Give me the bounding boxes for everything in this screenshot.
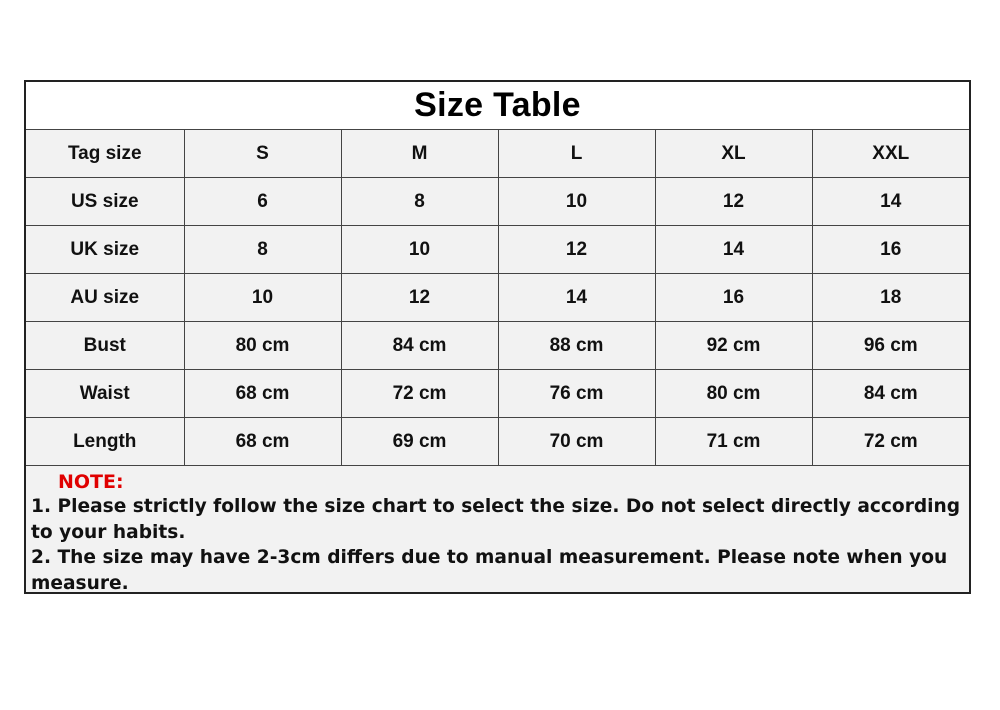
table-cell: 68 cm [184,418,341,466]
size-table-frame [24,80,971,594]
table-row-bust [26,322,969,370]
table-row-uk-size [26,226,969,274]
notes-section [26,466,969,596]
table-row-tag-size [26,130,969,178]
table-row-us-size [26,178,969,226]
row-label-length: Length [26,418,184,466]
table-cell: 12 [341,274,498,322]
table-cell: 10 [341,226,498,274]
table-cell: 6 [184,178,341,226]
header-cell-l: L [498,130,655,178]
row-label-bust: Bust [26,322,184,370]
table-row-waist [26,370,969,418]
note-line-2: 2. The size may have 2-3cm differs due to manual measurement. Please note when you measure. [31,547,948,594]
table-cell: 68 cm [184,370,341,418]
table-cell: 8 [341,178,498,226]
table-cell: 84 cm [341,322,498,370]
table-cell: 96 cm [812,322,969,370]
table-cell: 80 cm [184,322,341,370]
table-cell: 10 [498,178,655,226]
table-cell: 70 cm [498,418,655,466]
size-table [26,130,969,466]
table-cell: 76 cm [498,370,655,418]
table-cell: 16 [655,274,812,322]
row-label-tag-size: Tag size [26,130,184,178]
header-cell-m: M [341,130,498,178]
row-label-au-size: AU size [26,274,184,322]
table-cell: 92 cm [655,322,812,370]
table-cell: 12 [498,226,655,274]
table-cell: 72 cm [812,418,969,466]
table-cell: 14 [812,178,969,226]
table-cell: 14 [498,274,655,322]
table-cell: 72 cm [341,370,498,418]
table-cell: 10 [184,274,341,322]
table-title: Size Table [414,86,581,124]
title-row [26,82,969,130]
header-cell-xxl: XXL [812,130,969,178]
header-cell-xl: XL [655,130,812,178]
table-cell: 88 cm [498,322,655,370]
table-row-au-size [26,274,969,322]
table-row-length [26,418,969,466]
row-label-us-size: US size [26,178,184,226]
note-title: NOTE: [58,471,124,493]
note-line-1: 1. Please strictly follow the size chart to select the size. Do not select directly according to your habits. [31,496,961,543]
table-cell: 18 [812,274,969,322]
table-cell: 84 cm [812,370,969,418]
table-cell: 14 [655,226,812,274]
header-cell-s: S [184,130,341,178]
table-cell: 12 [655,178,812,226]
table-cell: 69 cm [341,418,498,466]
table-cell: 71 cm [655,418,812,466]
row-label-waist: Waist [26,370,184,418]
table-cell: 8 [184,226,341,274]
table-cell: 16 [812,226,969,274]
table-cell: 80 cm [655,370,812,418]
row-label-uk-size: UK size [26,226,184,274]
